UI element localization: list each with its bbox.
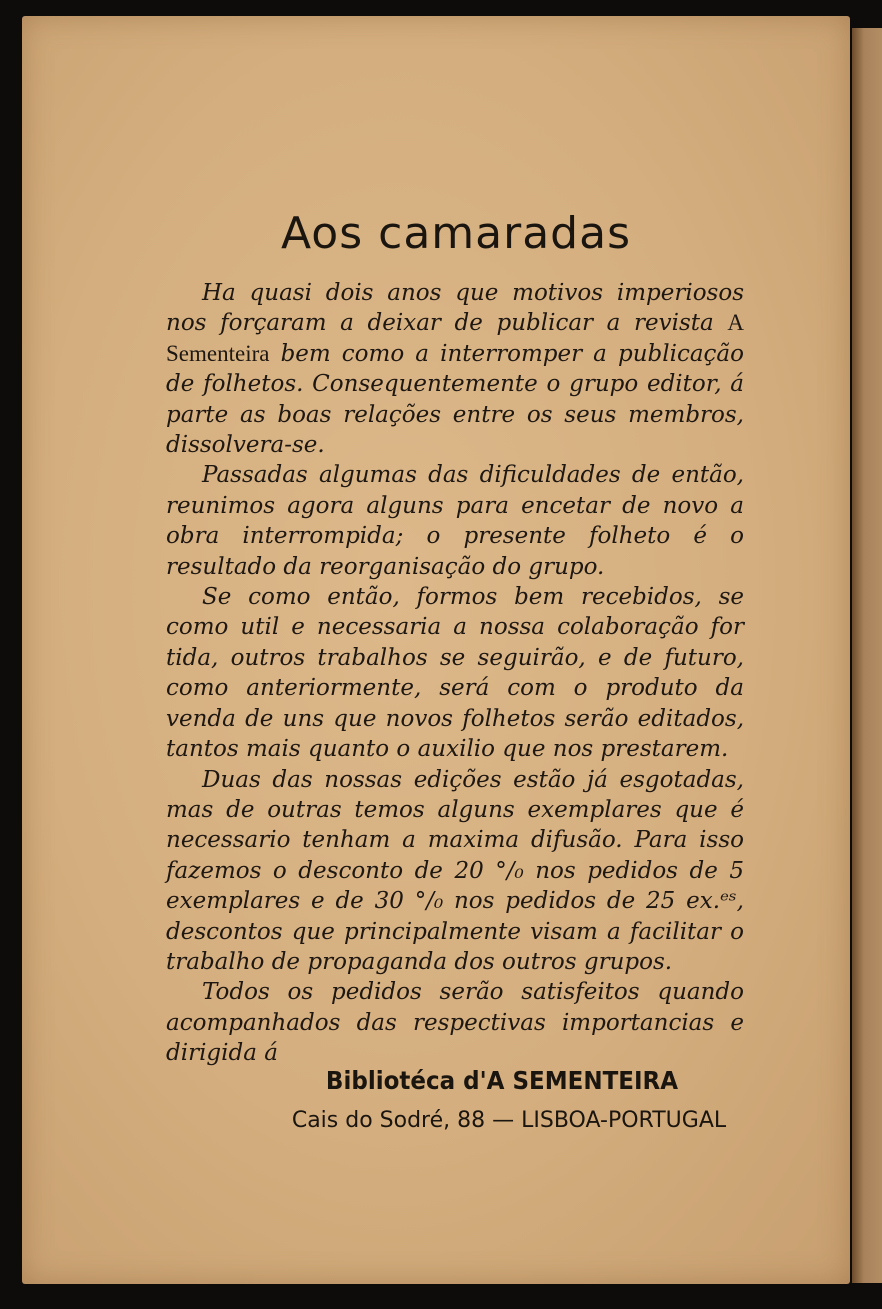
publisher-name: Bibliotéca d'A SEMENTEIRA: [325, 1066, 679, 1095]
paragraph-1-text: Ha quasi dois anos que motivos imperiosos nos forçaram a deixar de publicar a revista: [166, 280, 744, 337]
paragraph-4: Duas das nossas edições estão já esgotadas, mas de outras temos alguns exemplares que é necessario tenham a maxima difusão. Para isso fazemos o desconto de 20 °/₀ nos pedidos de 5 exemplares e de 30 °/₀ nos pedidos de 25 ex.ᵉˢ, descontos que principalmente visam a facilitar o trabalho de propaganda dos outros grupos.: [166, 766, 744, 975]
paragraph-1-continued: bem como a interromper a publicação de folhetos. Consequentemente o grupo editor, á parte as boas relações entre os seus membros, dissolvera-se.: [166, 340, 744, 459]
page-title: Aos camaradas: [280, 208, 631, 259]
paragraph-1: [166, 278, 744, 460]
paragraph-3: Se como então, formos bem recebidos, se como util e necessaria a nossa colaboração for tida, outros trabalhos se seguirão, e de futuro, como anteriormente, será com o produto da venda de uns que novos folhetos serão editados, tantos mais quanto o auxilio que nos prestarem.: [166, 584, 744, 763]
paragraph-2: Passadas algumas das dificuldades de então, reunimos agora alguns para encetar de novo a obra interrompida; o presente folheto é o resultado da reorganisação do grupo.: [166, 462, 744, 580]
paragraph-5: Todos os pedidos serão satisfeitos quando acompanhados das respectivas importancias e dirigida á: [166, 979, 744, 1067]
publisher-address: Cais do Sodré, 88 — LISBOA-PORTUGAL: [291, 1108, 727, 1133]
body-text: [166, 278, 744, 1069]
magazine-title: A Sementeira: [166, 310, 744, 366]
